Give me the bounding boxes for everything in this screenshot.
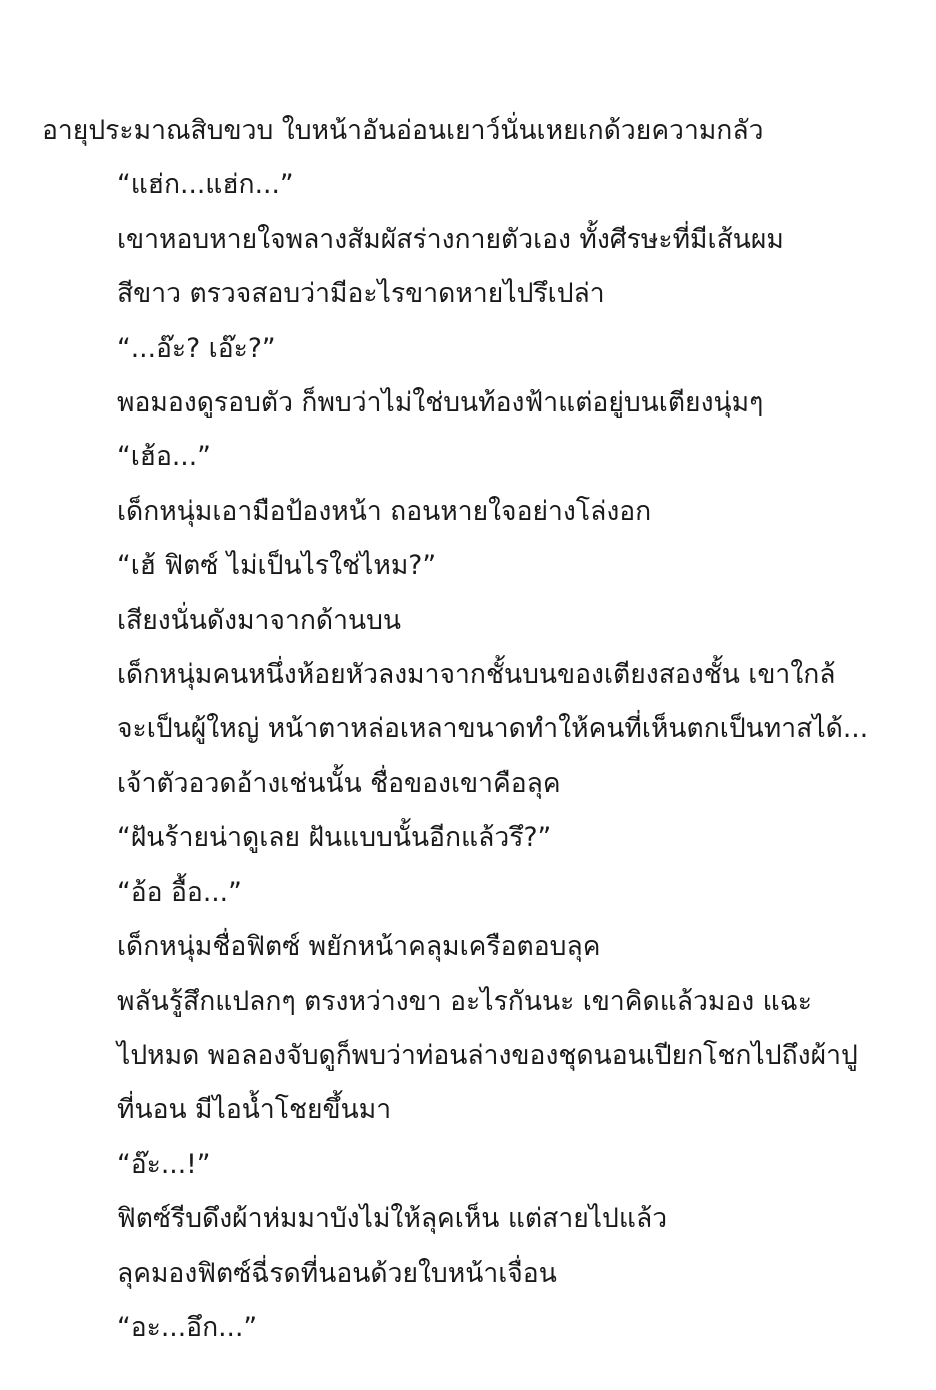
- text-line: ที่นอน มีไอน้ำโชยขึ้นมา: [117, 1094, 392, 1126]
- novel-text-body: [42, 104, 869, 1355]
- text-line: “แฮ่ก...แฮ่ก...”: [117, 169, 294, 201]
- paragraph: [42, 975, 858, 1138]
- dialogue-paragraph: [42, 430, 802, 484]
- text-line: จะเป็นผู้ใหญ่ หน้าตาหล่อเหลาขนาดทำให้คนที่เห็นตกเป็นทาสได้...: [117, 713, 869, 745]
- text-line: พอมองดูรอบตัว ก็พบว่าไม่ใช่บนท้องฟ้าแต่อยู่บนเตียงนุ่มๆ: [117, 387, 764, 419]
- text-line: “เฮ้ ฟิตซ์ ไม่เป็นไรใช่ไหม?”: [117, 550, 437, 582]
- paragraph: [42, 594, 802, 648]
- text-line: ฟิตซ์รีบดึงผ้าห่มมาบังไม่ให้ลุคเห็น แต่สายไปแล้ว: [117, 1203, 668, 1235]
- dialogue-paragraph: [42, 866, 802, 920]
- text-line: “อะ...อึก...”: [117, 1311, 258, 1343]
- text-line: “...อ๊ะ? เอ๊ะ?”: [117, 332, 276, 364]
- paragraph: [42, 1247, 802, 1301]
- dialogue-paragraph: [42, 158, 802, 212]
- text-line: เจ้าตัวอวดอ้างเช่นนั้น ชื่อของเขาคือลุค: [117, 767, 561, 799]
- text-line: เสียงนั่นดังมาจากด้านบน: [117, 604, 402, 636]
- text-line: ไปหมด พอลองจับดูก็พบว่าท่อนล่างของชุดนอนเปียกโชกไปถึงผ้าปู: [117, 1039, 858, 1071]
- paragraph: [42, 648, 869, 811]
- text-line: “ฝันร้ายน่าดูเลย ฝันแบบนั้นอีกแล้วรึ?”: [117, 822, 552, 854]
- dialogue-paragraph: [42, 1301, 802, 1355]
- text-line: สีขาว ตรวจสอบว่ามีอะไรขาดหายไปรึเปล่า: [117, 278, 605, 310]
- dialogue-paragraph: [42, 1138, 802, 1192]
- text-line: “เฮ้อ...”: [117, 441, 211, 473]
- paragraph: [42, 1192, 802, 1246]
- text-line: “อ้อ อื้อ...”: [117, 876, 242, 908]
- text-line: เด็กหนุ่มเอามือป้องหน้า ถอนหายใจอย่างโล่งอก: [117, 495, 652, 527]
- paragraph: [42, 920, 802, 974]
- dialogue-paragraph: [42, 322, 802, 376]
- text-line: เขาหอบหายใจพลางสัมผัสร่างกายตัวเอง ทั้งศีรษะที่มีเส้นผม: [117, 223, 784, 255]
- text-line: “อ๊ะ...!”: [117, 1148, 211, 1180]
- paragraph: [42, 104, 802, 158]
- paragraph: [42, 485, 802, 539]
- text-line: พลันรู้สึกแปลกๆ ตรงหว่างขา อะไรกันนะ เขาคิดแล้วมอง แฉะ: [117, 985, 813, 1017]
- paragraph: [42, 376, 802, 430]
- text-line: ลุคมองฟิตซ์ฉี่รดที่นอนด้วยใบหน้าเจื่อน: [117, 1257, 557, 1289]
- dialogue-paragraph: [42, 539, 802, 593]
- dialogue-paragraph: [42, 811, 802, 865]
- text-line: เด็กหนุ่มคนหนึ่งห้อยหัวลงมาจากชั้นบนของเตียงสองชั้น เขาใกล้: [117, 659, 836, 691]
- paragraph: [42, 213, 802, 322]
- text-line: อายุประมาณสิบขวบ ใบหน้าอันอ่อนเยาว์นั่นเหยเกด้วยความกลัว: [42, 115, 764, 146]
- text-line: เด็กหนุ่มชื่อฟิตซ์ พยักหน้าคลุมเครือตอบลุค: [117, 931, 601, 963]
